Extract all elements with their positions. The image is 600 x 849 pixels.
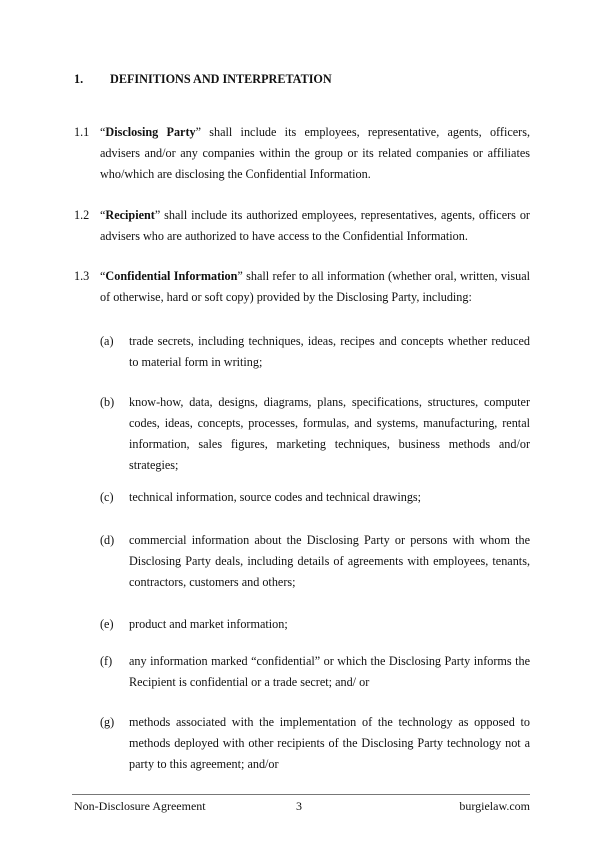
footer-page-number: 3 (296, 799, 302, 813)
section-heading (74, 72, 534, 87)
list-item-g (100, 712, 530, 775)
section-number: 1. (74, 72, 84, 86)
defined-term: Confidential Information (105, 269, 238, 283)
item-label: (a) (100, 334, 114, 348)
defined-term: Recipient (105, 208, 155, 222)
item-text: commercial information about the Disclosing Party or persons with whom the Disclosing Party deals, including details of agreements with employees, tenants, contractors, customers and others; (129, 533, 530, 589)
footer-document-title: Non-Disclosure Agreement (74, 799, 206, 813)
clause-text: “Disclosing Party” shall include its employees, representative, agents, officers, advisers and/or any companies within the group or its related companies or affiliates who/which are disclosing the Confidential Information. (100, 125, 530, 181)
section-title: DEFINITIONS AND INTERPRETATION (110, 72, 332, 86)
clause-1-2 (74, 205, 530, 247)
item-label: (d) (100, 533, 115, 547)
clause-1-3 (74, 266, 530, 308)
item-label: (f) (100, 654, 113, 668)
clause-number: 1.2 (74, 208, 90, 222)
list-item-a (100, 331, 530, 373)
list-item-f (100, 651, 530, 693)
clause-text: “Confidential Information” shall refer to all information (whether oral, written, visual of otherwise, hard or soft copy) provided by the Disclosing Party, including: (100, 269, 530, 304)
item-text: technical information, source codes and technical drawings; (129, 490, 422, 504)
item-label: (g) (100, 715, 115, 729)
clause-number: 1.1 (74, 125, 90, 139)
list-item-d (100, 530, 530, 593)
list-item-b (100, 392, 530, 476)
footer-divider (72, 794, 530, 795)
item-label: (e) (100, 617, 114, 631)
clause-1-1 (74, 122, 530, 185)
item-text: product and market information; (129, 617, 288, 631)
item-label: (b) (100, 395, 115, 409)
list-item-e (100, 614, 530, 635)
item-text: methods associated with the implementation of the technology as opposed to methods deployed with other recipients of the Disclosing Party technology not a party to this agreement; and/or (129, 715, 530, 771)
item-label: (c) (100, 490, 114, 504)
page-footer (72, 799, 530, 815)
footer-website: burgielaw.com (459, 799, 530, 813)
clause-number: 1.3 (74, 269, 90, 283)
list-item-c (100, 487, 530, 508)
item-text: any information marked “confidential” or which the Disclosing Party informs the Recipient is confidential or a trade secret; and/ or (129, 654, 530, 689)
defined-term: Disclosing Party (105, 125, 196, 139)
item-text: know-how, data, designs, diagrams, plans, specifications, structures, computer codes, ideas, concepts, processes, formulas, and systems, manufacturing, rental information, sales figures, marketing techniques, business methods and/or strategies; (129, 395, 530, 472)
item-text: trade secrets, including techniques, ideas, recipes and concepts whether reduced to material form in writing; (129, 334, 530, 369)
clause-text: “Recipient” shall include its authorized employees, representatives, agents, officers or advisers who are authorized to have access to the Confidential Information. (100, 208, 530, 243)
